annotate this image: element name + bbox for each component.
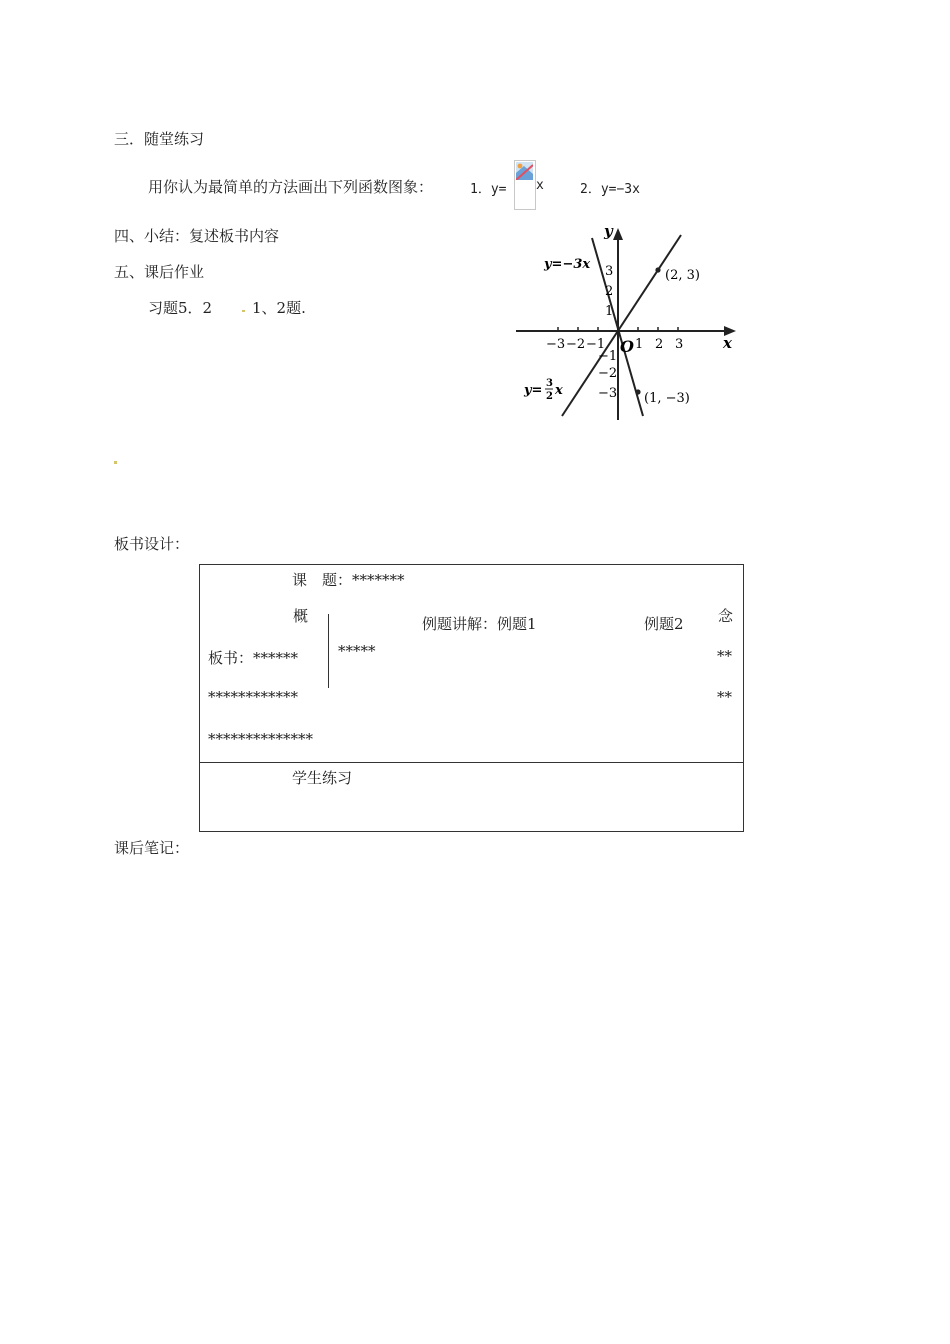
decorative-dot [242,310,245,312]
board-stars-line-1: ************ [208,688,298,706]
line-1-label: y=−3x [544,257,591,272]
point-2-3 [655,267,660,272]
x-tick-label: −2 [566,337,586,352]
point-2-label: (1, −3) [644,391,690,406]
homework-text-a: 习题5．2 [148,299,213,317]
image-placeholder-icon [516,162,533,180]
board-stars-right-1: ** [717,647,732,665]
y-axis-label: y [604,222,613,240]
y-tick-label: 3 [605,264,614,279]
line-2-label-prefix: y= [524,383,543,398]
origin-label: O [620,337,634,356]
line-2-label-suffix: x [555,383,563,398]
x-tick-label: −1 [586,337,606,352]
board-design-heading: 板书设计： [114,535,190,553]
board-student-practice: 学生练习 [292,769,353,787]
notes-heading: 课后笔记： [114,839,190,857]
board-horizontal-divider [200,762,743,763]
decorative-dot [114,461,117,464]
board-text: 板书：****** [208,649,299,667]
practice-heading: 三．随堂练习 [114,130,205,148]
y-axis-arrow-icon [613,228,623,240]
y-tick-label: 2 [605,284,614,299]
board-concept-right: 念 [718,607,734,625]
x-tick-label: 3 [675,337,684,352]
y-tick-label: −1 [598,349,618,364]
point-1-label: (2, 3) [665,268,700,283]
line-2-label-numerator: 3 [546,378,553,389]
board-stars-line-2: ************** [208,730,313,748]
broken-image-icon [514,160,536,210]
y-tick-label: −2 [598,366,618,381]
y-tick-label: 1 [605,304,614,319]
board-stars-mid: ***** [338,642,376,660]
exercise-1-prefix: 1．y= [470,182,507,197]
board-vertical-divider [328,614,329,688]
board-design-table [199,564,744,832]
function-graph [512,220,752,425]
point-1-neg3 [635,389,640,394]
homework-heading: 五、课后作业 [114,263,205,281]
x-axis-label: x [723,334,732,352]
board-example-2: 例题2 [644,615,684,633]
practice-prompt: 用你认为最简单的方法画出下列函数图象： [148,178,434,196]
exercise-2: 2．y=−3x [580,182,640,197]
y-tick-label: −3 [598,386,618,401]
homework-text-b: 1、2题. [252,299,306,317]
summary-line: 四、小结：复述板书内容 [114,227,280,245]
x-tick-label: 1 [635,337,644,352]
x-tick-label: 2 [655,337,664,352]
line-2-label-denominator: 2 [546,391,553,402]
board-examples: 例题讲解：例题1 [422,615,537,633]
exercise-1-suffix: x [536,178,544,193]
board-concept-left: 概 [293,607,309,625]
x-tick-label: −3 [546,337,566,352]
board-stars-right-2: ** [717,688,732,706]
board-topic: 课 题：******* [292,571,405,589]
